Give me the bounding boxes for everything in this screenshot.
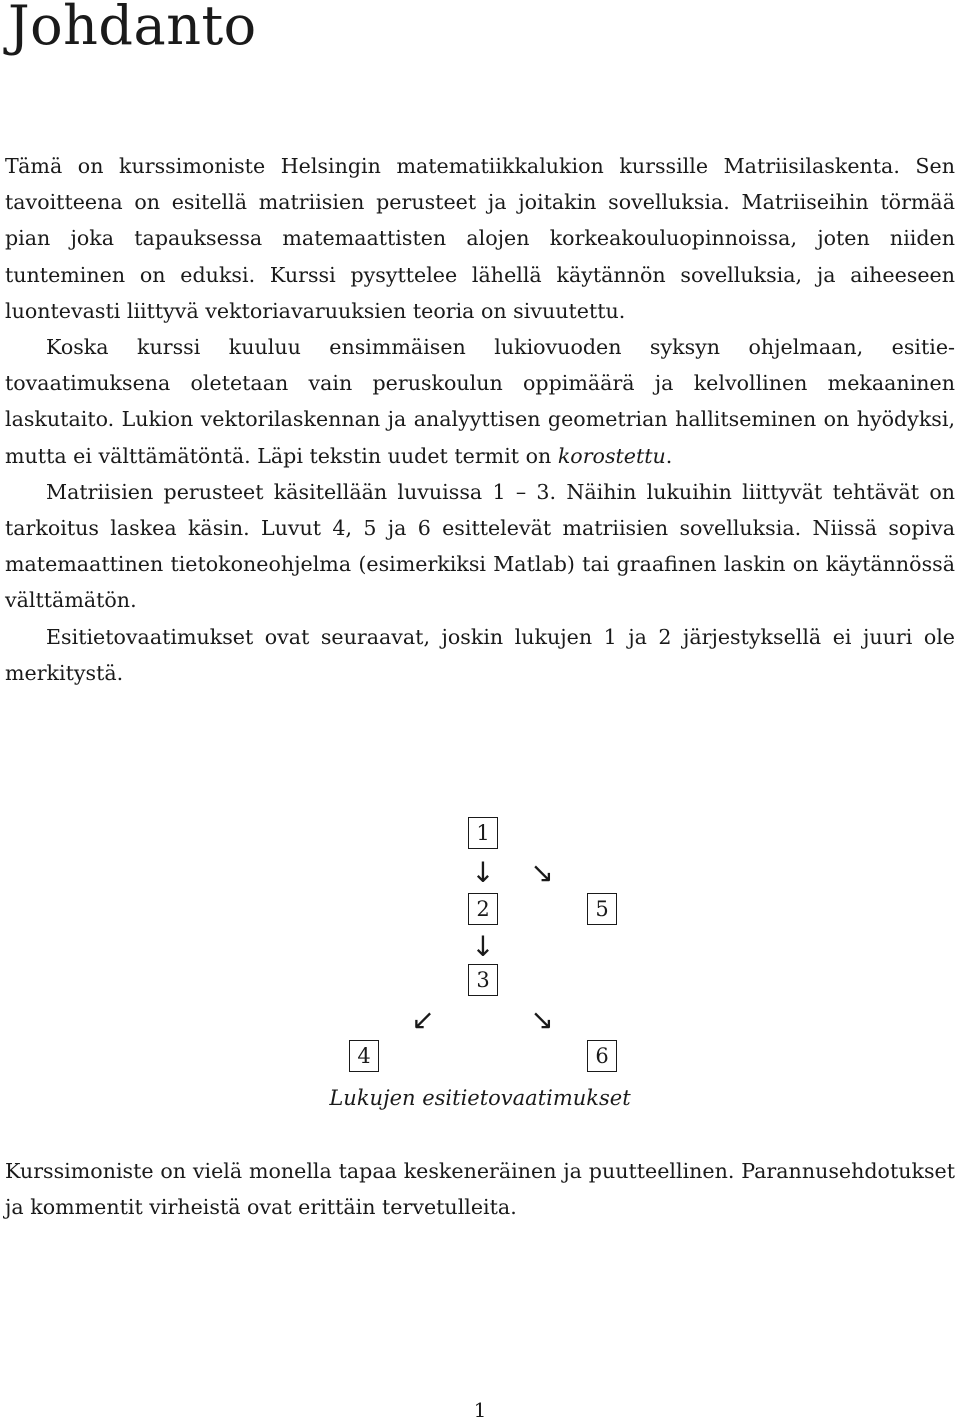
- arrow-down-icon: ↓: [471, 856, 495, 889]
- paragraph-dependencies: Esitietovaatimukset ovat seuraavat, joskin lukujen 1 ja 2 järjestyksellä ei juuri ole merkitystä.: [5, 624, 955, 685]
- paragraph-course-intro: Tämä on kurssimoniste Helsingin matematiikkalukion kurssille Matriisilaskenta. Sen tavoitteena on esitellä matriisien perusteet ja joitakin sovelluksia. Matriiseihin törmää pian joka tapauksessa matemaattisten alojen korkeakouluopinnoissa, joten niiden tunteminen on eduksi. Kurssi pysyttelee lähellä käytännön sovelluksia, ja aiheeseen luontevasti liittyvä vektoriavaruuksien teoria on sivuutettu.: [5, 154, 955, 323]
- diagram-node-4: 4: [349, 1040, 379, 1072]
- paragraph-prerequisites-text: Koska kurssi kuuluu ensimmäisen lukiovuoden syksyn ohjelmaan, esitietovaatimuksena oletetaan vain peruskoulun oppimäärä ja kelvollinen mekaaninen laskutaito. Lukion vektorilaskennan ja analyyttisen geometrian hallitseminen on hyödyksi, mutta ei välttämätöntä. Läpi tekstin uudet termit on: [5, 335, 955, 468]
- arrow-down-right-icon: ↘: [530, 856, 554, 889]
- paragraph-prerequisites-end: .: [665, 443, 673, 468]
- paragraph-chapters: Matriisien perusteet käsitellään luvuissa 1 – 3. Näihin lukuihin liittyvät tehtävät on tarkoitus laskea käsin. Luvut 4, 5 ja 6 esittelevät matriisien sovelluksia. Niissä sopiva matemaattinen tietokoneohjelma (esimerkiksi Matlab) tai graafinen laskin on käytännössä välttämätön.: [5, 479, 955, 613]
- diagram-node-2: 2: [468, 893, 498, 925]
- paragraph-prerequisites: [5, 329, 955, 474]
- diagram-node-6: 6: [587, 1040, 617, 1072]
- diagram-caption: Lukujen esitietovaatimukset: [329, 1086, 631, 1110]
- page-number: 1: [473, 1398, 487, 1422]
- arrow-down-icon: ↓: [471, 930, 495, 963]
- closing-text: [5, 1153, 955, 1225]
- arrow-down-left-icon: ↙: [411, 1003, 435, 1036]
- diagram-node-1: 1: [468, 817, 498, 849]
- intro-text: [5, 148, 955, 691]
- emphasized-term: korostettu: [557, 443, 666, 468]
- chapter-title: Johdanto: [8, 0, 257, 57]
- diagram-node-5: 5: [587, 893, 617, 925]
- arrow-down-right-icon: ↘: [530, 1003, 554, 1036]
- diagram-node-3: 3: [468, 964, 498, 996]
- paragraph-feedback: Kurssimoniste on vielä monella tapaa keskeneräinen ja puutteellinen. Parannusehdotukset ja kommentit virheistä ovat erittäin tervetulleita.: [5, 1159, 955, 1220]
